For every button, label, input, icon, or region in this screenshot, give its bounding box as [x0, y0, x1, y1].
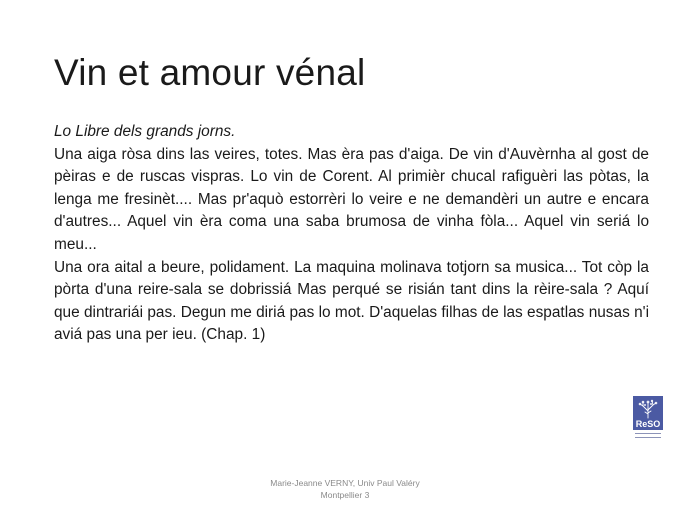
tree-icon [636, 399, 660, 419]
slide-body [54, 121, 649, 347]
body-paragraph-2: Una ora aital a beure, polidament. La maquina molinava totjorn sa musica... Tot còp la pòrta d'una reire-sala se dobrissiá Mas perqué se risián tant dins la rèire-sala ? Aquí que dintrariái pas. Degun me diriá pas lo mot. D'aquelas filhas de las espatlas nusas n'i aviá pas una per ieu. (Chap. 1) [54, 258, 649, 344]
logo-underline [635, 433, 661, 438]
reso-logo [633, 396, 663, 440]
footer [225, 477, 465, 501]
footer-author: Marie-Jeanne VERNY, Univ Paul Valéry [270, 478, 420, 488]
logo-text: ReSO [635, 419, 661, 429]
slide-title: Vin et amour vénal [54, 52, 366, 93]
body-paragraph-1: Una aiga ròsa dins las veires, totes. Mas èra pas d'aiga. De vin d'Auvèrnha al gost de pèiras e de ruscas vispras. Lo vin de Corent. Al primièr chucal rafiguèri las pòtas, la lenga me fresinèt.... Mas pr'aquò estorrèri lo veire e ne demandèri un autre e encara d'autres... Aquel vin èra coma una saba brumosa de vinha fòla... Aquel vin seriá lo meu... [54, 145, 649, 253]
body-subtitle: Lo Libre dels grands jorns. [54, 123, 236, 140]
logo-box [633, 396, 663, 430]
footer-institution: Montpellier 3 [320, 490, 370, 500]
